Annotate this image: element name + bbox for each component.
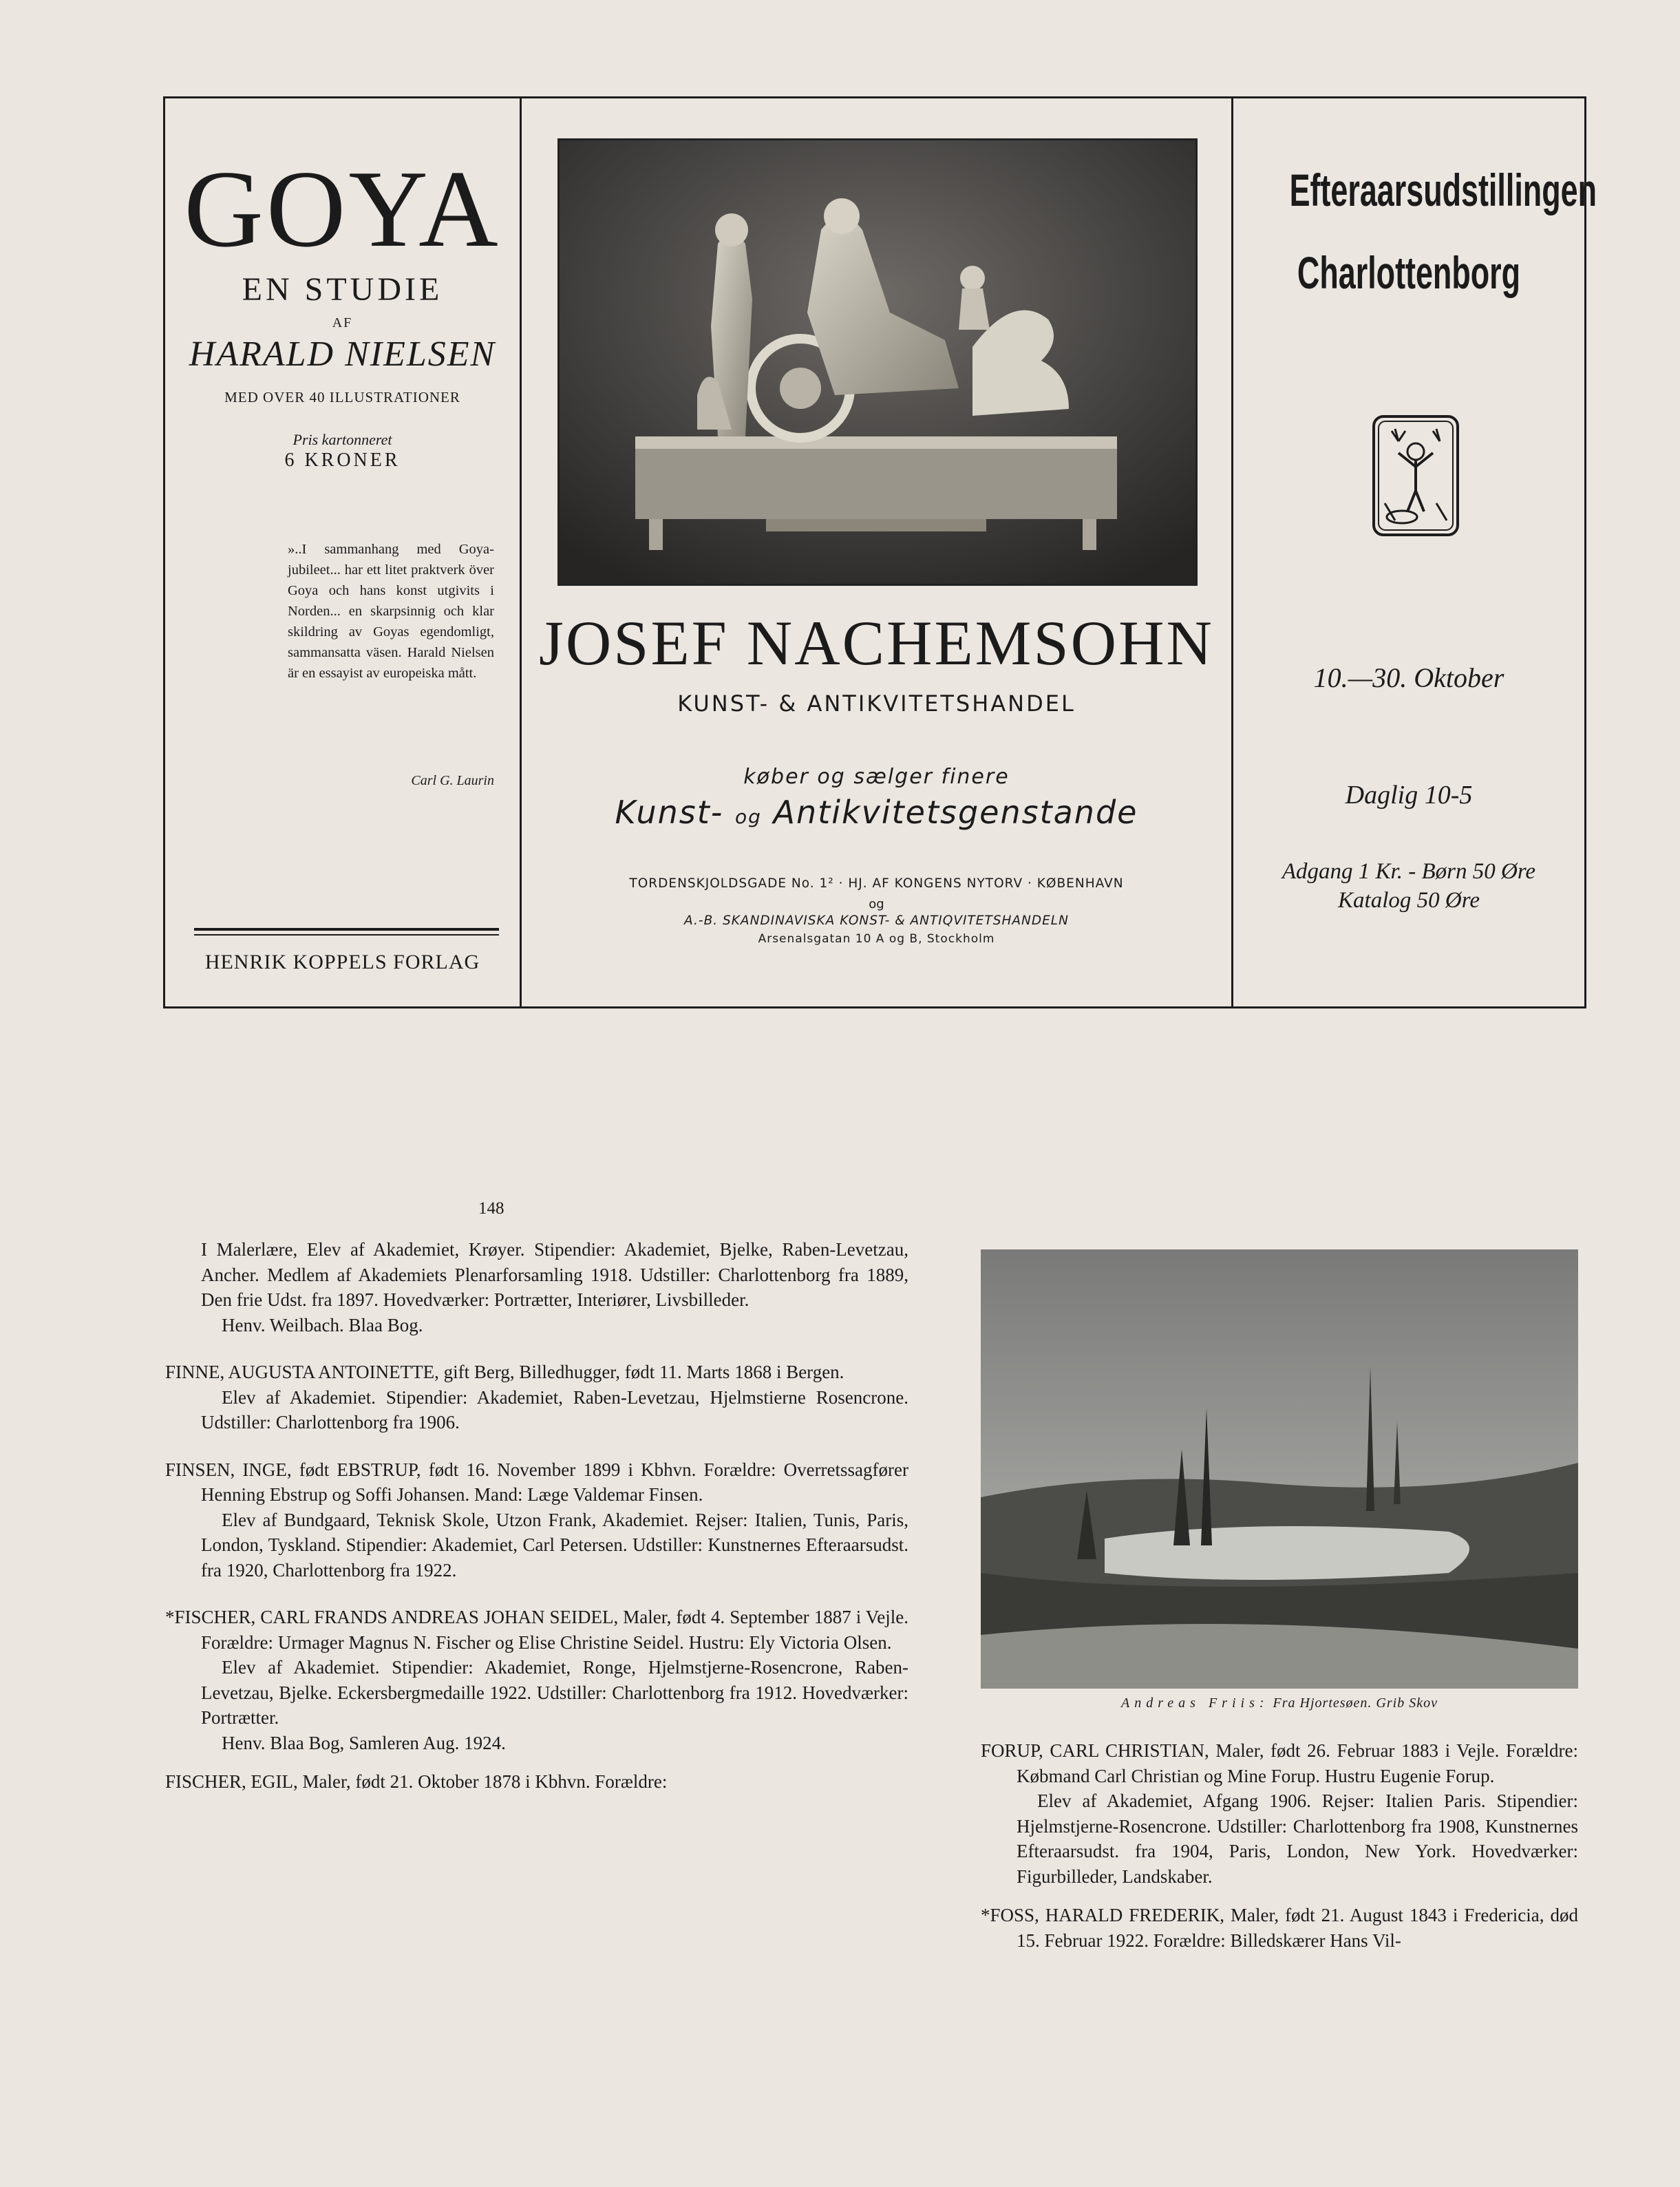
dealer-branch: A.-B. SKANDINAVISKA KONST- & ANTIQVITETSHANDELN [684,913,1069,928]
divider-rule [194,928,499,931]
exhibition-dates: 10.—30. Oktober [1313,662,1504,693]
entry-continuation [165,1237,908,1338]
goya-publisher: HENRIK KOPPELS FORLAG [204,951,480,973]
entry-heading: FINNE, AUGUSTA ANTOINETTE, gift Berg, Billedhugger, født 11. Marts 1868 i Bergen. [165,1362,844,1382]
exhibition-hours: Daglig 10-5 [1345,781,1473,810]
painting-caption [981,1695,1578,1711]
entry-text: Elev af Akademiet. Stipendier: Akademiet, Raben-Levetzau, Hjelmstierne Rosencrone. Udstiller: Charlottenborg fra 1906. [201,1386,908,1433]
entry-finne [165,1360,908,1435]
entry-heading: FORUP, CARL CHRISTIAN, Maler, født 26. Februar 1883 i Vejle. Forældre: Købmand Carl Christian og Mine Forup. Hustru Eugenie Forup. [981,1740,1578,1786]
dealer-name: JOSEF NACHEMSOHN [539,608,1214,678]
exhibition-venue: Charlottenborg [1297,247,1521,298]
exhibition-catalogue: Katalog 50 Øre [1338,888,1480,913]
advertisement-panel [163,96,1597,1008]
divider-rule [194,934,499,936]
entry-fischer-carl [165,1605,908,1755]
cherub-emblem-icon [1371,414,1460,538]
entry-text: Elev af Akademiet, Afgang 1906. Rejser: Italien Paris. Stipendier: Hjelmstjerne-Rosencrone. Udstiller: Charlottenborg fra 1908, Kunstnernes Efteraarsudst. fra 1904, Paris, London, New York. Hovedværker: Figurbilleder, Landskaber. [1017,1790,1578,1887]
right-column [981,1738,1578,1975]
dealer-goods-kunst: Kunst- [615,794,724,831]
goya-price: 6 KRONER [284,450,401,471]
dealer-branch-address: Arsenalsgatan 10 A og B, Stockholm [758,932,995,946]
left-column [165,1237,908,1817]
exhibition-admission: Adgang 1 Kr. - Børn 50 Øre [1282,859,1536,884]
entry-foss [981,1903,1578,1953]
goya-ad [165,98,520,1006]
dealer-goods-antik: Antikvitetsgenstande [773,794,1138,831]
entry-heading: FISCHER, EGIL, Maler, født 21. Oktober 1878 i Kbhvn. Forældre: [165,1771,668,1792]
exhibition-title: Efteraarsudstillingen [1289,165,1597,215]
entry-finsen [165,1457,908,1583]
goya-author: HARALD NIELSEN [189,335,496,374]
entry-heading: *FOSS, HARALD FREDERIK, Maler, født 21. August 1843 i Fredericia, død 15. Februar 1922. Forældre: Billedskærer Hans Vil- [981,1905,1578,1951]
goya-subtitle: EN STUDIE [242,271,443,308]
entry-text: Elev af Akademiet. Stipendier: Akademiet, Ronge, Hjelmstjerne-Rosencrone, Raben-Levetzau, Bjelke. Eckersbergmedaille 1922. Udstiller: Charlottenborg fra 1912. Hovedværker: Portrætter. [201,1657,908,1728]
dealer-buys: køber og sælger finere [743,765,1010,789]
goya-af: AF [332,315,353,330]
nachemsohn-ad [522,98,1231,1006]
page-number: 148 [478,1199,504,1218]
dealer-goods [522,794,1231,831]
entry-text: I Malerlære, Elev af Akademiet, Krøyer. Stipendier: Akademiet, Bjelke, Raben-Levetzau, Ancher. Medlem af Akademiets Plenarforsamling 1918. Udstiller: Charlottenborg fra 1889, Den frie Udst. fra 1897. Hovedværker: Portrætter, Interiører, Livsbilleder. [201,1239,908,1310]
entry-fischer-egil [165,1769,908,1795]
goya-illustrations: MED OVER 40 ILLUSTRATIONER [224,389,460,405]
entry-text: Henv. Blaa Bog, Samleren Aug. 1924. [222,1732,506,1753]
caption-artist: Andreas Friis: [1121,1695,1269,1711]
dealer-trade: KUNST- & ANTIKVITETSHANDEL [677,690,1076,717]
exhibition-ad [1233,98,1597,1006]
dealer-address: TORDENSKJOLDSGADE No. 1² · HJ. AF KONGENS NYTORV · KØBENHAVN [629,876,1124,891]
entry-text: Elev af Bundgaard, Teknisk Skole, Utzon Frank, Akademiet. Rejser: Italien, Tunis, Paris, London, Tyskland. Stipendier: Akademiet, Carl Petersen. Udstiller: Kunstnernes Efteraarsudst. fra 1920, Charlottenborg fra 1922. [201,1509,908,1581]
goya-review-quote: »..I sammanhang med Goya-jubileet... har ett litet praktverk över Goya och hans konst utgivits i Norden... en skarpsinnig och klar skildring av Goyas egendomligt, sammansatta väsen. Harald Nielsen är en essayist av europeiska mått. [288,542,494,681]
entry-forup [981,1738,1578,1889]
goya-price-note: Pris kartonneret [293,431,392,448]
caption-title: Fra Hjortesøen. Grib Skov [1273,1695,1438,1711]
entry-heading: FINSEN, INGE, født EBSTRUP, født 16. November 1899 i Kbhvn. Forældre: Overretssagfører Henning Ebstrup og Soffi Johansen. Mand: Læge Valdemar Finsen. [165,1459,908,1505]
sculpture-photo [557,138,1198,586]
landscape-painting [981,1249,1578,1689]
goya-quote-author: Carl G. Laurin [411,773,494,788]
entry-heading: *FISCHER, CARL FRANDS ANDREAS JOHAN SEIDEL, Maler, født 4. September 1887 i Vejle. Forældre: Urmager Magnus N. Fischer og Elise Christine Seidel. Hustru: Ely Victoria Olsen. [165,1607,908,1653]
dealer-og: og [869,897,884,911]
entry-text: Henv. Weilbach. Blaa Bog. [222,1314,423,1335]
goya-title: GOYA [184,147,501,270]
dealer-goods-og: og [735,805,762,828]
